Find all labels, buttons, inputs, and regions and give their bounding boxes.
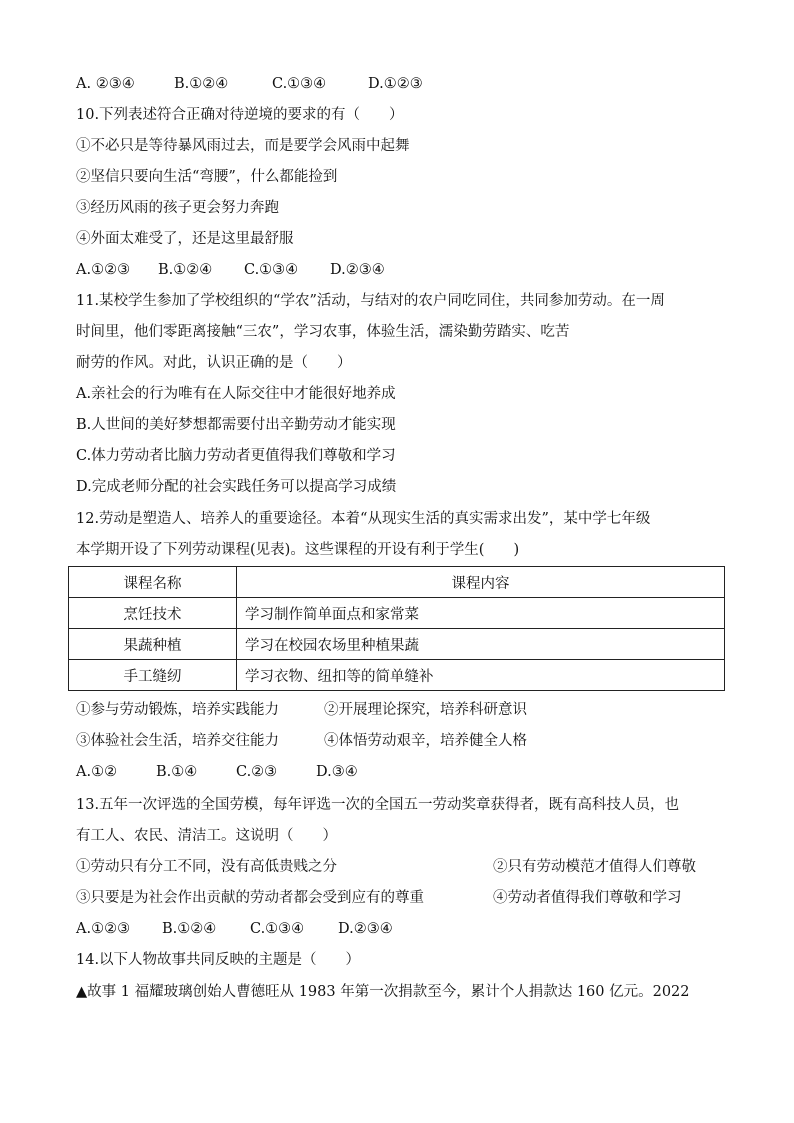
- q12-item-4: ④体悟劳动艰辛，培养健全人格: [324, 733, 527, 749]
- q11-option-c: C.体力劳动者比脑力劳动者更值得我们尊敬和学习: [76, 448, 396, 464]
- q12-item-1: ①参与劳动锻炼，培养实践能力: [76, 702, 279, 718]
- q10-item-1: ①不必只是等待暴风雨过去，而是要学会风雨中起舞: [76, 138, 410, 154]
- q9-option-c: C.①③④: [272, 76, 327, 92]
- q13-stem-line-2: 有工人、农民、清洁工。这说明（ ）: [76, 828, 337, 844]
- q11-option-b: B.人世间的美好梦想都需要付出辛勤劳动才能实现: [76, 417, 396, 433]
- q11-option-a: A.亲社会的行为唯有在人际交往中才能很好地养成: [76, 386, 396, 402]
- q13-option-d: D.②③④: [338, 921, 393, 937]
- q10-option-b: B.①②④: [158, 262, 213, 278]
- course-content-cell: 学习在校园农场里种植果蔬: [237, 629, 725, 660]
- q13-option-a: A.①②③: [76, 921, 131, 937]
- q12-option-a: A.①②: [76, 764, 118, 780]
- header-course-content: 课程内容: [237, 567, 725, 598]
- q12-option-c: C.②③: [236, 764, 278, 780]
- q13-item-3: ③只要是为社会作出贡献的劳动者都会受到应有的尊重: [76, 890, 424, 906]
- course-table: [68, 566, 725, 691]
- q13-option-c: C.①③④: [250, 921, 305, 937]
- q12-item-2: ②开展理论探究，培养科研意识: [324, 702, 527, 718]
- q10-stem: 10.下列表述符合正确对待逆境的要求的有（ ）: [76, 107, 404, 123]
- q10-option-a: A.①②③: [76, 262, 131, 278]
- table-row: [69, 660, 725, 691]
- q10-item-3: ③经历风雨的孩子更会努力奔跑: [76, 200, 279, 216]
- course-name-cell: 手工缝纫: [69, 660, 237, 691]
- q11-stem-line-3: 耐劳的作风。对此，认识正确的是（ ）: [76, 355, 352, 371]
- q9-option-a: A. ②③④: [76, 76, 135, 92]
- q9-options: [76, 74, 423, 94]
- q9-option-d: D.①②③: [368, 76, 423, 92]
- q11-stem-line-2: 时间里，他们零距离接触“三农”，学习农事，体验生活，濡染勤劳踏实、吃苦: [76, 324, 570, 340]
- q10-options: [76, 260, 385, 280]
- table-row: [69, 629, 725, 660]
- q14-story-1: ▲故事 1 福耀玻璃创始人曹德旺从 1983 年第一次捐款至今，累计个人捐款达 160 亿元。2022: [76, 984, 690, 1000]
- table-row: [69, 598, 725, 629]
- q10-item-4: ④外面太难受了，还是这里最舒服: [76, 231, 294, 247]
- q12-option-d: D.③④: [316, 764, 358, 780]
- q13-item-1: ①劳动只有分工不同，没有高低贵贱之分: [76, 859, 337, 875]
- q12-item-3: ③体验社会生活，培养交往能力: [76, 733, 279, 749]
- q13-options: [76, 919, 393, 939]
- q13-item-2: ②只有劳动模范才值得人们尊敬: [493, 859, 696, 875]
- q12-stem-line-1: 12.劳动是塑造人、培养人的重要途径。本着“从现实生活的真实需求出发”，某中学七年级: [76, 511, 651, 527]
- q11-option-d: D.完成老师分配的社会实践任务可以提高学习成绩: [76, 479, 397, 495]
- q14-stem: 14.以下人物故事共同反映的主题是（ ）: [76, 952, 361, 968]
- course-content-cell: 学习衣物、纽扣等的简单缝补: [237, 660, 725, 691]
- course-content-cell: 学习制作简单面点和家常菜: [237, 598, 725, 629]
- header-course-name: 课程名称: [69, 567, 237, 598]
- q12-option-b: B.①④: [156, 764, 198, 780]
- course-name-cell: 果蔬种植: [69, 629, 237, 660]
- q12-options: [76, 762, 358, 782]
- q10-item-2: ②坚信只要向生活“弯腰”，什么都能捡到: [76, 169, 338, 185]
- q9-option-b: B.①②④: [174, 76, 229, 92]
- q12-stem-line-2: 本学期开设了下列劳动课程(见表)。这些课程的开设有利于学生( ): [76, 542, 520, 558]
- q13-item-4: ④劳动者值得我们尊敬和学习: [493, 890, 682, 906]
- table-header-row: [69, 567, 725, 598]
- q10-option-d: D.②③④: [330, 262, 385, 278]
- q13-stem-line-1: 13.五年一次评选的全国劳模，每年评选一次的全国五一劳动奖章获得者，既有高科技人员，也: [76, 797, 680, 813]
- q13-option-b: B.①②④: [162, 921, 217, 937]
- course-name-cell: 烹饪技术: [69, 598, 237, 629]
- q11-stem-line-1: 11.某校学生参加了学校组织的“学农”活动，与结对的农户同吃同住，共同参加劳动。在一周: [76, 293, 665, 309]
- q10-option-c: C.①③④: [244, 262, 299, 278]
